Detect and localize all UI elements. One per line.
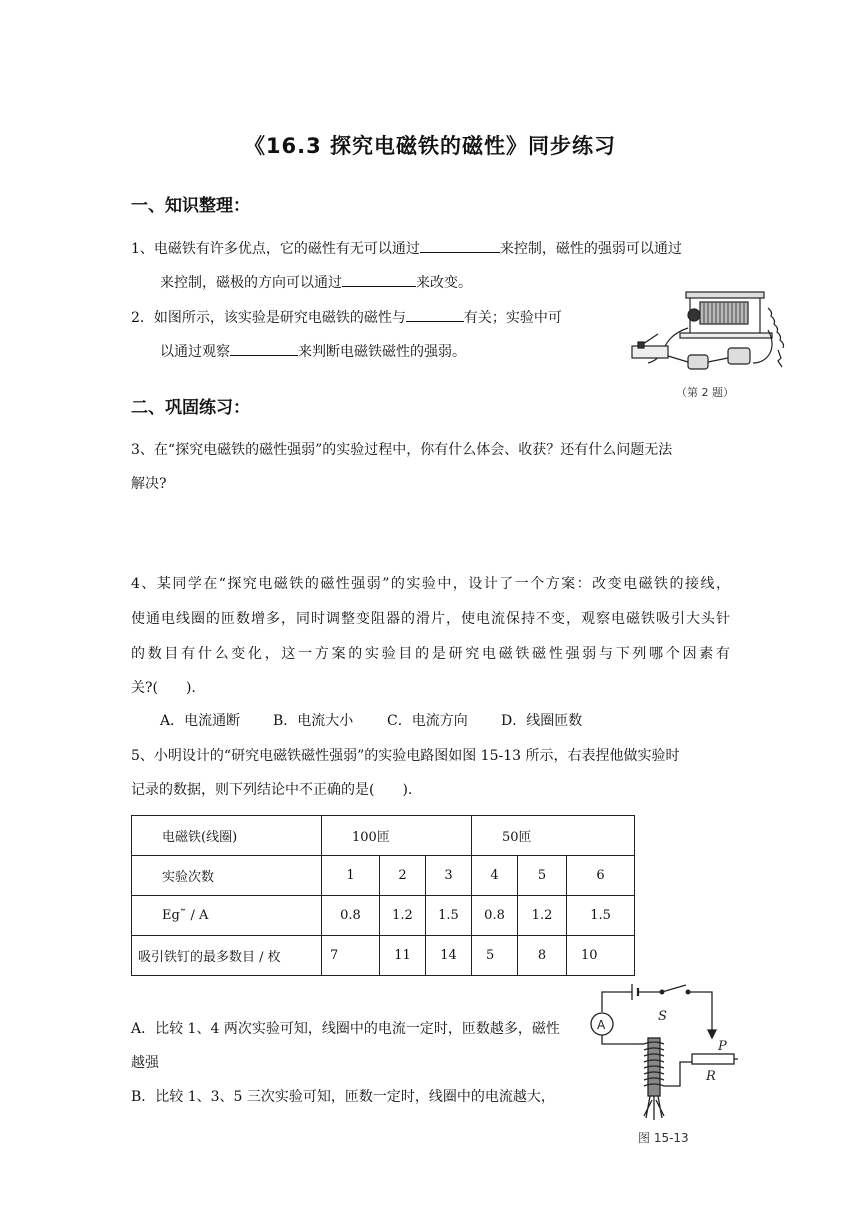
resistor-label: R: [706, 1069, 716, 1084]
table-cell: 2: [380, 856, 426, 896]
page-title: 《16.3 探究电磁铁的磁性》同步练习: [243, 134, 617, 158]
table-row: [132, 856, 635, 896]
q5-option-a-line-2: 越强: [131, 1055, 159, 1071]
q5-option-a-line-1[interactable]: A．比较 1、4 两次实验可知，线圈中的电流一定时，匝数越多，磁性: [131, 1021, 560, 1037]
circuit-diagram-figure: [588, 982, 758, 1152]
ammeter-label: A: [597, 1018, 606, 1032]
table-cell: 14: [426, 936, 472, 976]
table-cell: 0.8: [472, 896, 518, 936]
question-4-line-2: 使通电线圈的匝数增多，同时调整变阻器的滑片，使电流保持不变，观察电磁铁吸引大头针: [131, 611, 730, 627]
section-heading-practice: 二、巩固练习：: [131, 398, 250, 418]
question-2-line-2: [160, 341, 466, 362]
q2-text-d: 来判断电磁铁磁性的强弱。: [298, 344, 466, 360]
q4-option-c[interactable]: C．电流方向: [387, 713, 468, 729]
question-5-line-2: 记录的数据，则下列结论中不正确的是( ).: [131, 782, 413, 798]
question-4-line-4: 关?( ).: [131, 680, 196, 696]
table-header-cell: 50匝: [472, 816, 635, 856]
question-5-line-1: 5、小明设计的“研究电磁铁磁性强弱”的实验电路图如图 15-13 所示，右表捏他做实验时: [131, 748, 680, 764]
table-cell: 1.5: [426, 896, 472, 936]
table-cell: 8: [518, 936, 567, 976]
question-3-line-2: 解决?: [131, 476, 167, 492]
table-cell: 吸引铁钉的最多数目 / 枚: [132, 936, 322, 976]
table-row: [132, 896, 635, 936]
figure-caption: 图 15-13: [638, 1131, 689, 1145]
table-cell: 4: [472, 856, 518, 896]
q1-text-a: 1、电磁铁有许多优点，它的磁性有无可以通过: [131, 241, 420, 257]
q2-text-c: 以通过观察: [160, 344, 230, 360]
table-cell: 5: [472, 936, 518, 976]
table-cell: 1.2: [380, 896, 426, 936]
question-2-line-1: [131, 307, 562, 328]
q2-figure-caption: （第 2 题）: [676, 386, 734, 399]
table-header-cell: 电磁铁(线圈): [132, 816, 322, 856]
table-cell: Eg˜ / A: [132, 896, 322, 936]
question-4-line-3: 的数目有什么变化，这一方案的实验目的是研究电磁铁磁性强弱与下列哪个因素有: [131, 646, 730, 662]
q4-option-d[interactable]: D．线圈匝数: [501, 713, 583, 729]
table-cell: 7: [322, 936, 380, 976]
table-cell: 1.2: [518, 896, 567, 936]
table-header-cell: 100匝: [322, 816, 472, 856]
table-cell: 实验次数: [132, 856, 322, 896]
q2-blank-2[interactable]: [230, 341, 298, 356]
q1-blank-1[interactable]: [420, 238, 500, 253]
table-row: [132, 816, 635, 856]
q1-text-d: 来改变。: [416, 275, 472, 291]
electromagnet-apparatus-figure: [628, 278, 798, 403]
table-cell: 3: [426, 856, 472, 896]
slider-label: P: [718, 1039, 727, 1054]
table-cell: 0.8: [322, 896, 380, 936]
table-cell: 1.5: [567, 896, 635, 936]
question-1-line-1: [131, 238, 682, 259]
table-cell: 10: [567, 936, 635, 976]
q2-blank-1[interactable]: [406, 307, 464, 322]
q1-text-c: 来控制，磁极的方向可以通过: [160, 275, 342, 291]
table-cell: 11: [380, 936, 426, 976]
q4-option-a[interactable]: A．电流通断: [160, 713, 241, 729]
table-cell: 6: [567, 856, 635, 896]
q1-blank-2[interactable]: [342, 272, 416, 287]
question-1-line-2: [160, 272, 472, 293]
question-3-line-1: 3、在“探究电磁铁的磁性强弱”的实验过程中，你有什么体会、收获？还有什么问题无法: [131, 442, 673, 458]
q2-text-b: 有关；实验中可: [463, 310, 562, 326]
switch-label: S: [658, 1009, 667, 1024]
q5-option-b-line-1[interactable]: B．比较 1、3、5 三次实验可知，匝数一定时，线圈中的电流越大，: [131, 1089, 555, 1105]
q2-text-a: 2．如图所示，该实验是研究电磁铁的磁性与: [131, 310, 406, 326]
q1-text-b: 来控制，磁性的强弱可以通过: [499, 241, 682, 257]
table-cell: 5: [518, 856, 567, 896]
question-4-line-1: 4、某同学在“探究电磁铁的磁性强弱”的实验中，设计了一个方案：改变电磁铁的接线，: [131, 576, 730, 592]
table-row: [132, 936, 635, 976]
experiment-data-table: [131, 815, 635, 976]
q4-option-b[interactable]: B．电流大小: [273, 713, 354, 729]
section-heading-knowledge: 一、知识整理：: [131, 196, 250, 216]
table-cell: 1: [322, 856, 380, 896]
